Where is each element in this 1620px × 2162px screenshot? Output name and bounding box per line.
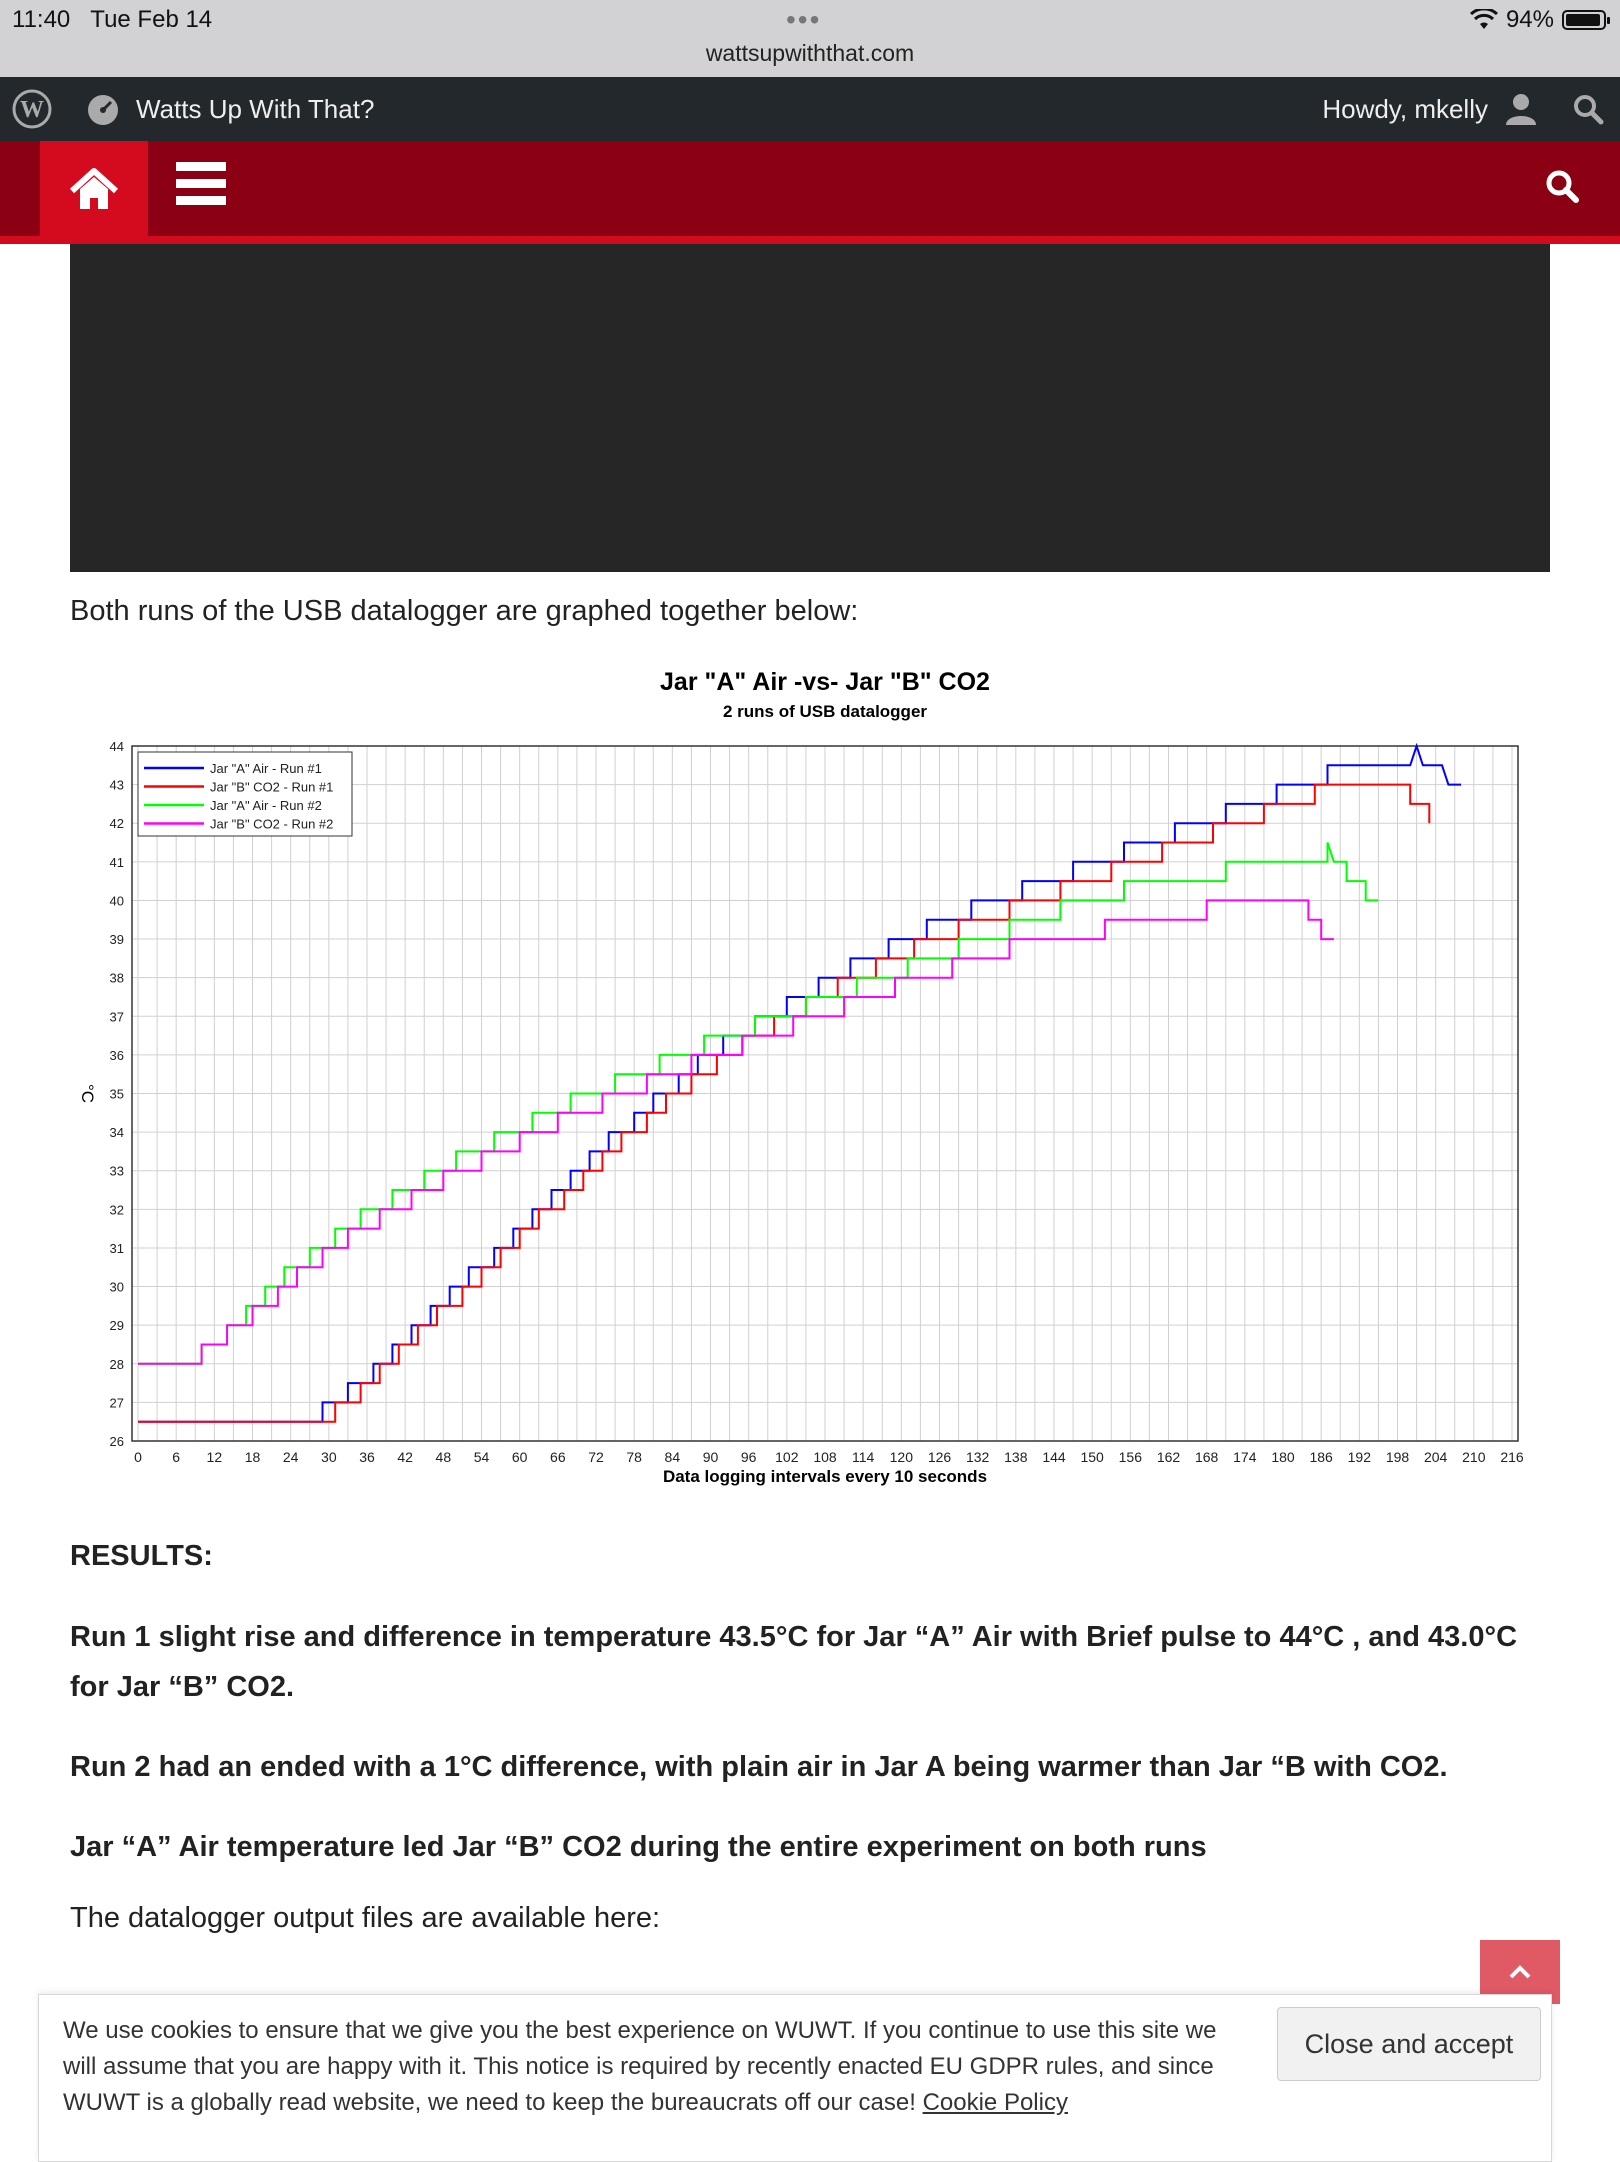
x-tick-label: 78 xyxy=(626,1449,642,1465)
x-tick-label: 150 xyxy=(1080,1449,1104,1465)
battery-icon xyxy=(1562,10,1606,30)
close-and-accept-button[interactable]: Close and accept xyxy=(1277,2007,1541,2081)
x-tick-label: 192 xyxy=(1347,1449,1372,1465)
x-tick-label: 186 xyxy=(1309,1449,1333,1465)
embedded-video[interactable] xyxy=(70,244,1550,572)
x-tick-label: 102 xyxy=(775,1449,799,1465)
chart-svg xyxy=(60,660,1590,1500)
site-name-link[interactable]: Watts Up With That? xyxy=(136,94,375,124)
y-tick-label: 34 xyxy=(109,1125,124,1141)
y-tick-label: 41 xyxy=(109,854,124,870)
result-paragraph-2: Run 2 had an ended with a 1°C difference, with plain air in Jar A being warmer than Jar “B with CO2. xyxy=(70,1751,1448,1783)
x-tick-label: 180 xyxy=(1271,1449,1295,1465)
x-tick-label: 96 xyxy=(740,1449,757,1465)
cookie-policy-link[interactable]: Cookie Policy xyxy=(922,2089,1068,2116)
svg-text:W: W xyxy=(20,97,44,123)
address-bar[interactable]: wattsupwiththat.com xyxy=(705,40,915,66)
hamburger-menu-icon[interactable] xyxy=(176,162,226,214)
y-tick-label: 33 xyxy=(109,1163,124,1179)
x-tick-label: 198 xyxy=(1385,1449,1410,1465)
cookie-text: We use cookies to ensure that we give you the best experience on WUWT. If you continue to use this site we will assume that you are happy with it. This notice is required by recently enacted EU GDPR rules, and since WUWT is a globally read website, we need to keep the bureaucrats off our case! xyxy=(63,2017,1217,2116)
legend-label: Jar "A" Air - Run #1 xyxy=(210,761,322,776)
x-tick-label: 6 xyxy=(172,1449,181,1465)
x-tick-label: 54 xyxy=(473,1449,490,1465)
x-tick-label: 36 xyxy=(359,1449,375,1465)
more-dots-icon[interactable]: ••• xyxy=(786,4,822,35)
result-paragraph-3: Jar “A” Air temperature led Jar “B” CO2 during the entire experiment on both runs xyxy=(70,1831,1207,1863)
x-tick-label: 12 xyxy=(206,1449,223,1465)
search-icon[interactable] xyxy=(1572,93,1604,125)
temperature-chart xyxy=(60,660,1550,1500)
x-tick-label: 18 xyxy=(244,1449,261,1465)
x-tick-label: 120 xyxy=(889,1449,914,1465)
x-tick-label: 168 xyxy=(1194,1449,1219,1465)
legend-label: Jar "A" Air - Run #2 xyxy=(210,798,322,813)
y-tick-label: 28 xyxy=(109,1356,124,1372)
x-tick-label: 24 xyxy=(282,1449,299,1465)
x-tick-label: 30 xyxy=(321,1449,337,1465)
x-tick-label: 48 xyxy=(435,1449,452,1465)
status-time: 11:40 Tue Feb 14 xyxy=(12,6,213,33)
x-tick-label: 216 xyxy=(1500,1449,1524,1465)
status-bar xyxy=(0,0,1620,77)
x-tick-label: 42 xyxy=(397,1449,413,1465)
x-tick-label: 126 xyxy=(927,1449,952,1465)
x-tick-label: 132 xyxy=(965,1449,990,1465)
x-tick-label: 210 xyxy=(1462,1449,1486,1465)
legend-label: Jar "B" CO2 - Run #2 xyxy=(210,816,334,832)
chart-title: Jar "A" Air -vs- Jar "B" CO2 xyxy=(660,668,990,696)
y-tick-label: 38 xyxy=(109,970,124,986)
results-heading: RESULTS: xyxy=(70,1540,213,1572)
x-tick-label: 114 xyxy=(852,1449,875,1465)
y-tick-label: 31 xyxy=(109,1240,124,1256)
y-tick-label: 30 xyxy=(109,1279,124,1295)
y-tick-label: 32 xyxy=(109,1202,124,1218)
y-tick-label: 39 xyxy=(109,932,124,948)
output-files-text: The datalogger output files are available here: xyxy=(70,1902,661,1934)
y-tick-label: 43 xyxy=(109,777,124,793)
user-greeting[interactable]: Howdy, mkelly xyxy=(1322,94,1488,124)
x-tick-label: 162 xyxy=(1156,1449,1181,1465)
y-tick-label: 44 xyxy=(109,739,124,754)
wordpress-logo-icon[interactable] xyxy=(12,89,52,129)
nav-search-icon[interactable] xyxy=(1544,168,1580,204)
x-tick-label: 72 xyxy=(588,1449,604,1465)
y-tick-label: 27 xyxy=(109,1395,124,1411)
y-axis-label: °C xyxy=(78,1083,97,1104)
x-tick-label: 84 xyxy=(664,1449,681,1465)
y-tick-label: 36 xyxy=(109,1047,124,1063)
main-nav xyxy=(0,141,1620,241)
battery-percent: 94% xyxy=(1505,6,1554,33)
home-button[interactable] xyxy=(40,141,148,236)
user-avatar-icon[interactable] xyxy=(1504,91,1538,127)
x-tick-label: 90 xyxy=(702,1449,719,1465)
x-axis-label: Data logging intervals every 10 seconds xyxy=(662,1467,988,1486)
x-tick-label: 60 xyxy=(511,1449,528,1465)
chart-subtitle: 2 runs of USB datalogger xyxy=(722,702,928,721)
admin-bar xyxy=(0,77,1620,141)
cookie-notice xyxy=(38,1994,1552,2162)
chevron-up-icon xyxy=(1508,1964,1532,1980)
wifi-icon xyxy=(1470,9,1498,31)
x-tick-label: 156 xyxy=(1118,1449,1143,1465)
x-tick-label: 144 xyxy=(1042,1449,1066,1465)
home-icon xyxy=(69,167,119,211)
result-paragraph-1: Run 1 slight rise and difference in temperature 43.5°C for Jar “A” Air with Brief pulse to 44°C , and 43.0°C for Jar “B” CO2. xyxy=(70,1621,1518,1703)
x-tick-label: 66 xyxy=(550,1449,566,1465)
legend-label: Jar "B" CO2 - Run #1 xyxy=(210,779,334,795)
y-tick-label: 35 xyxy=(109,1086,124,1102)
y-tick-label: 42 xyxy=(109,816,124,832)
x-tick-label: 204 xyxy=(1423,1449,1448,1465)
intro-text: Both runs of the USB datalogger are graphed together below: xyxy=(70,595,859,627)
dashboard-icon[interactable] xyxy=(86,93,120,127)
y-tick-label: 40 xyxy=(109,893,124,909)
y-tick-label: 37 xyxy=(109,1009,124,1025)
x-tick-label: 0 xyxy=(134,1449,142,1465)
x-tick-label: 174 xyxy=(1233,1449,1257,1465)
x-tick-label: 108 xyxy=(813,1449,837,1465)
x-tick-label: 138 xyxy=(1004,1449,1028,1465)
y-tick-label: 29 xyxy=(109,1318,124,1334)
y-tick-label: 26 xyxy=(109,1434,124,1449)
